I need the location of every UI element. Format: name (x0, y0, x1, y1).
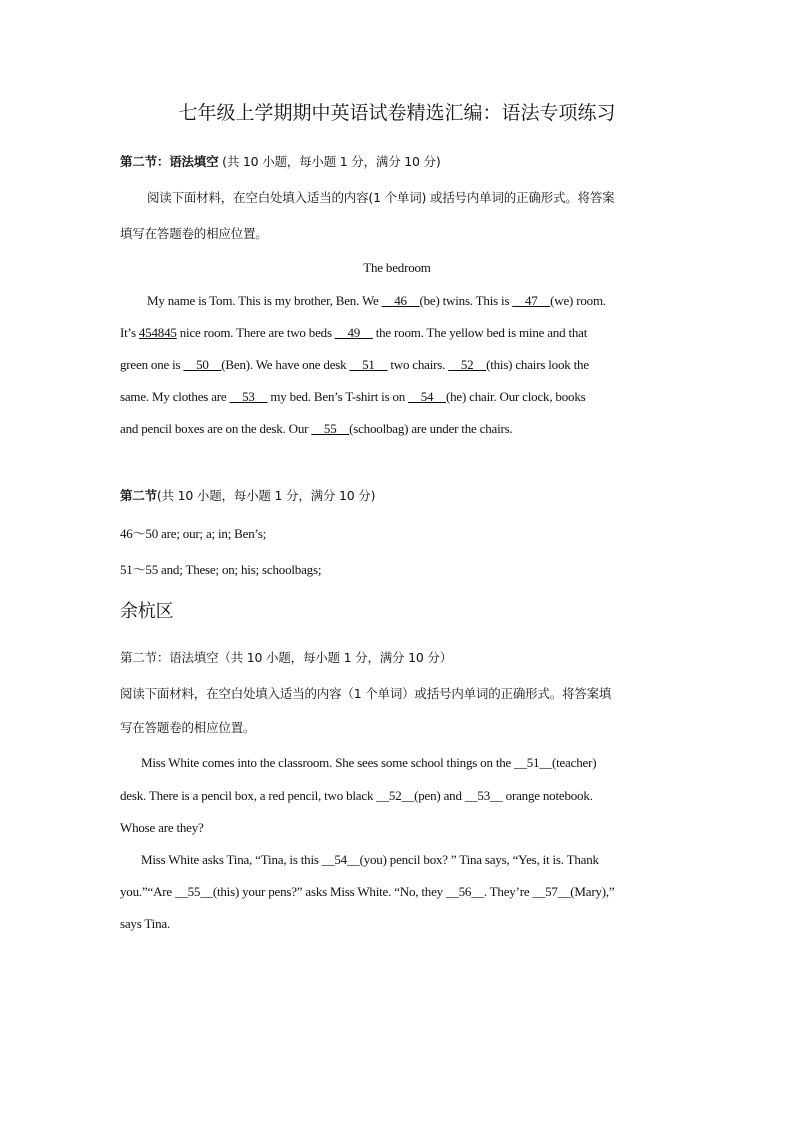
blank-52: __52__ (448, 357, 487, 372)
section2-passage-line-2: desk. There is a pencil box, a red pencil, two black __52__(pen) and __53__ orange notebook. (120, 788, 593, 803)
passage-text: My name is Tom. This is my brother, Ben. We (147, 293, 382, 308)
section2-heading: 第二节：语法填空（共 10 小题，每小题 1 分，满分 10 分） (120, 650, 453, 665)
passage-line-3 (120, 357, 589, 373)
passage-text: my bed. Ben’s T-shirt is on (267, 389, 409, 404)
section1-heading-rest: (共 10 小题，每小题 1 分，满分 10 分) (218, 154, 441, 169)
blank-54: __54__ (408, 389, 446, 404)
region-heading: 余杭区 (120, 601, 174, 622)
passage-text: (he) chair. Our clock, books (445, 389, 586, 404)
section1-heading-bold: 第二节：语法填空 (120, 154, 219, 169)
blank-48: 454845 (138, 325, 177, 340)
passage-text: nice room. There are two beds (176, 325, 335, 340)
passage-line-1 (147, 293, 606, 309)
section1-instruction-line1: 阅读下面材料，在空白处填入适当的内容(1 个单词) 或括号内单词的正确形式。将答案 (147, 190, 615, 205)
blank-53: __53__ (229, 389, 268, 404)
passage-line-5 (120, 421, 513, 437)
passage-text: two chairs. (387, 357, 449, 372)
section2-passage-line-1: Miss White comes into the classroom. She sees some school things on the __51__(teacher) (141, 755, 597, 770)
blank-55: __55__ (311, 421, 350, 436)
passage-text: same. My clothes are (120, 389, 230, 404)
answers-line-1: 46～50 are; our; a; in; Ben’s; (120, 526, 267, 541)
answers-heading (120, 486, 375, 504)
blank-51: __51__ (349, 357, 388, 372)
blank-47: __47__ (512, 293, 551, 308)
blank-49: __49__ (334, 325, 373, 340)
passage-text: (schoolbag) are under the chairs. (349, 421, 513, 436)
section1-instruction-line2: 填写在答题卷的相应位置。 (120, 226, 268, 241)
passage-text: It’s (120, 325, 139, 340)
passage-text: the room. The yellow bed is mine and that (372, 325, 588, 340)
section2-passage-line-5: you.”“Are __55__(this) your pens?” asks Miss White. “No, they __56__. They’re __57__(Mary),” (120, 884, 615, 899)
section1-heading (120, 152, 441, 170)
section2-passage-line-4: Miss White asks Tina, “Tina, is this __54__(you) pencil box? ” Tina says, “Yes, it is. Thank (141, 852, 599, 867)
passage-text: and pencil boxes are on the desk. Our (120, 421, 312, 436)
page-title: 七年级上学期期中英语试卷精选汇编：语法专项练习 (178, 102, 616, 124)
answers-line-2: 51～55 and; These; on; his; schoolbags; (120, 562, 322, 577)
section2-passage-line-6: says Tina. (120, 916, 171, 931)
passage-line-2 (120, 325, 587, 341)
answers-heading-rest: (共 10 小题，每小题 1 分，满分 10 分) (156, 488, 376, 503)
section2-passage-line-3: Whose are they? (120, 820, 204, 835)
answers-heading-bold: 第二节 (120, 488, 157, 503)
passage-text: (Ben). We have one desk (221, 357, 350, 372)
passage-line-4 (120, 389, 586, 405)
passage-text: (we) room. (550, 293, 606, 308)
passage-text: (this) chairs look the (486, 357, 589, 372)
section2-instruction-line2: 写在答题卷的相应位置。 (120, 720, 256, 735)
blank-46: __46__ (381, 293, 420, 308)
passage-text: green one is (120, 357, 184, 372)
passage-text: (be) twins. This is (419, 293, 513, 308)
blank-50: __50__ (183, 357, 222, 372)
passage-title: The bedroom (363, 260, 431, 275)
section2-instruction-line1: 阅读下面材料，在空白处填入适当的内容（1 个单词）或括号内单词的正确形式。将答案填 (120, 686, 612, 701)
